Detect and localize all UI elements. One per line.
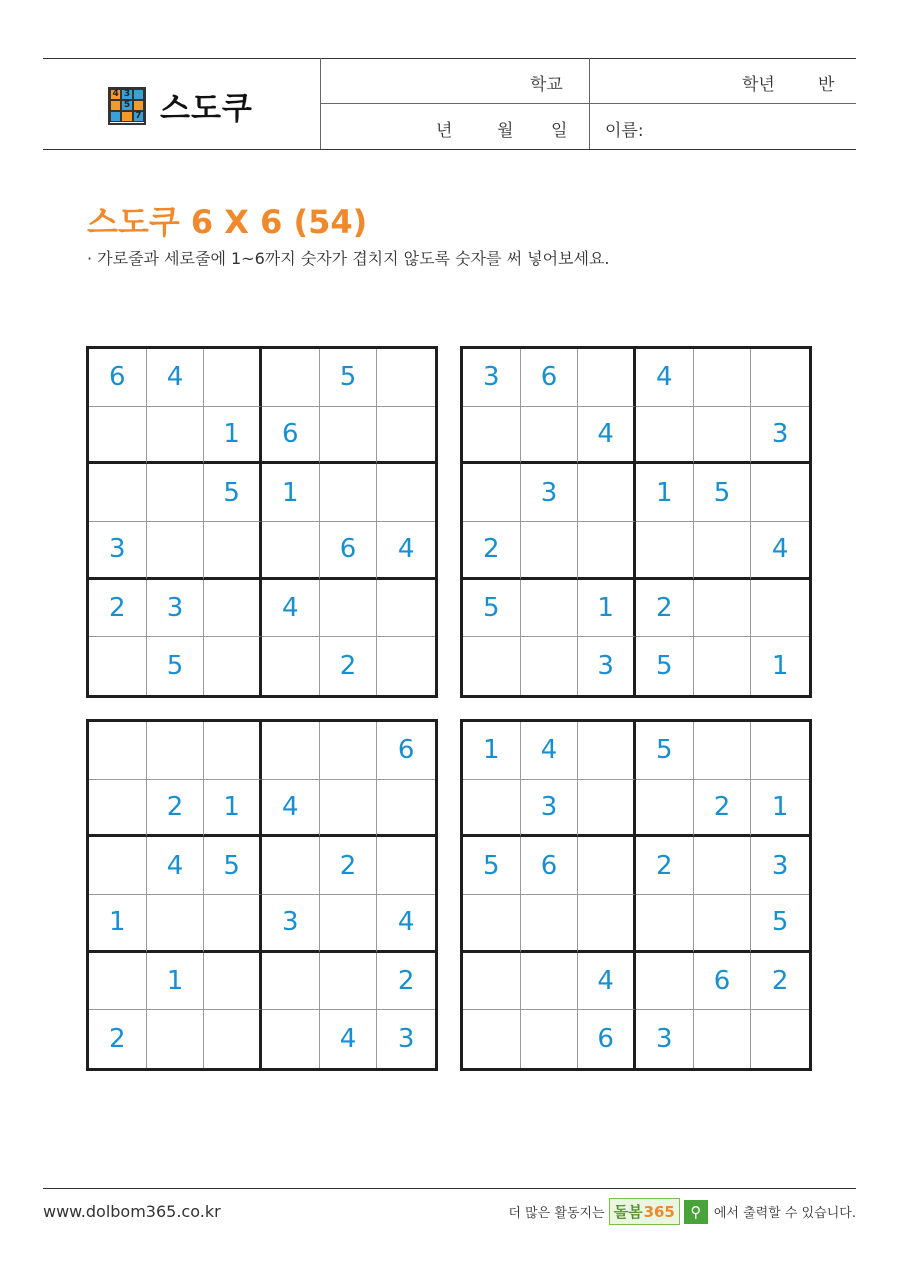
sudoku-cell: 1 — [751, 780, 809, 838]
sudoku-cell[interactable] — [578, 522, 636, 580]
class-label: 반 — [818, 75, 835, 95]
sudoku-cell[interactable] — [262, 837, 320, 895]
sudoku-cell[interactable] — [578, 895, 636, 953]
sudoku-cell[interactable] — [89, 780, 147, 838]
sudoku-cell: 1 — [147, 953, 205, 1011]
sudoku-cell[interactable] — [578, 837, 636, 895]
sudoku-cell: 6 — [578, 1010, 636, 1068]
sudoku-cell[interactable] — [377, 349, 435, 407]
sudoku-cell: 1 — [204, 407, 262, 465]
sudoku-cell: 3 — [463, 349, 521, 407]
sudoku-cell[interactable] — [147, 722, 205, 780]
sudoku-cell[interactable] — [521, 953, 579, 1011]
sudoku-cell: 3 — [751, 837, 809, 895]
sudoku-cell[interactable] — [377, 780, 435, 838]
sudoku-cell[interactable] — [694, 407, 752, 465]
name-label: 이름: — [605, 121, 644, 141]
sudoku-cell: 4 — [262, 580, 320, 638]
sudoku-cell: 5 — [751, 895, 809, 953]
sudoku-puzzle-4 — [460, 719, 812, 1071]
promo-text-before: 더 많은 활동지는 — [508, 1206, 605, 1221]
sudoku-cell[interactable] — [89, 837, 147, 895]
sudoku-cell[interactable] — [377, 580, 435, 638]
sudoku-cell: 2 — [751, 953, 809, 1011]
sudoku-cell: 3 — [521, 780, 579, 838]
website-link[interactable]: www.dolbom365.co.kr — [43, 1202, 221, 1221]
sudoku-cell: 4 — [521, 722, 579, 780]
sudoku-cell[interactable] — [694, 349, 752, 407]
sudoku-cell[interactable] — [147, 1010, 205, 1068]
sudoku-cell[interactable] — [521, 895, 579, 953]
sudoku-cell[interactable] — [694, 837, 752, 895]
sudoku-cell: 3 — [89, 522, 147, 580]
sudoku-cell[interactable] — [89, 953, 147, 1011]
sudoku-cell[interactable] — [636, 780, 694, 838]
sudoku-cell[interactable] — [204, 1010, 262, 1068]
sudoku-cell: 4 — [578, 407, 636, 465]
sudoku-cell: 2 — [377, 953, 435, 1011]
sudoku-cell[interactable] — [578, 722, 636, 780]
sudoku-cell[interactable] — [636, 522, 694, 580]
sudoku-cell: 2 — [636, 837, 694, 895]
logo — [108, 83, 253, 128]
sudoku-cell: 3 — [636, 1010, 694, 1068]
sudoku-cell[interactable] — [377, 837, 435, 895]
sudoku-cell[interactable] — [320, 780, 378, 838]
sudoku-cell[interactable] — [694, 722, 752, 780]
magnifier-icon[interactable]: ⚲ — [684, 1200, 708, 1224]
sudoku-cell[interactable] — [89, 637, 147, 695]
sudoku-cell[interactable] — [463, 780, 521, 838]
sudoku-cell[interactable] — [694, 895, 752, 953]
sudoku-cell[interactable] — [751, 722, 809, 780]
school-label: 학교 — [530, 75, 563, 95]
sudoku-cell: 4 — [377, 895, 435, 953]
sudoku-cell[interactable] — [463, 637, 521, 695]
sudoku-cell[interactable] — [262, 1010, 320, 1068]
sudoku-cell[interactable] — [751, 1010, 809, 1068]
sudoku-cell: 3 — [751, 407, 809, 465]
sudoku-puzzle-3 — [86, 719, 438, 1071]
sudoku-cell[interactable] — [463, 1010, 521, 1068]
sudoku-cell: 1 — [578, 580, 636, 638]
sudoku-cell[interactable] — [694, 580, 752, 638]
sudoku-cell[interactable] — [578, 349, 636, 407]
sudoku-cell: 6 — [262, 407, 320, 465]
sudoku-cell: 2 — [147, 780, 205, 838]
sudoku-cell[interactable] — [262, 637, 320, 695]
instructions: · 가로줄과 세로줄에 1~6까지 숫자가 겹치지 않도록 숫자를 써 넣어보세요. — [87, 249, 610, 268]
sudoku-cell: 4 — [147, 349, 205, 407]
sudoku-cell: 6 — [694, 953, 752, 1011]
sudoku-cell[interactable] — [751, 349, 809, 407]
sudoku-cell[interactable] — [320, 407, 378, 465]
sudoku-cell[interactable] — [89, 722, 147, 780]
sudoku-cell[interactable] — [320, 464, 378, 522]
sudoku-cell: 3 — [578, 637, 636, 695]
sudoku-cell: 4 — [147, 837, 205, 895]
sudoku-cell: 6 — [521, 837, 579, 895]
sudoku-cell[interactable] — [694, 637, 752, 695]
sudoku-cell: 2 — [694, 780, 752, 838]
sudoku-cell: 5 — [463, 837, 521, 895]
header-bottom-border — [43, 149, 856, 150]
sudoku-cell: 4 — [636, 349, 694, 407]
sudoku-cell[interactable] — [320, 953, 378, 1011]
sudoku-cell[interactable] — [204, 953, 262, 1011]
sudoku-cell[interactable] — [377, 407, 435, 465]
sudoku-cell: 3 — [147, 580, 205, 638]
sudoku-cell[interactable] — [320, 722, 378, 780]
sudoku-cell: 1 — [636, 464, 694, 522]
sudoku-puzzle-2 — [460, 346, 812, 698]
sudoku-cell[interactable] — [463, 464, 521, 522]
sudoku-cell: 2 — [636, 580, 694, 638]
sudoku-cell[interactable] — [636, 895, 694, 953]
sudoku-cell[interactable] — [636, 407, 694, 465]
sudoku-cell: 6 — [521, 349, 579, 407]
sudoku-cell: 2 — [320, 637, 378, 695]
header-divider — [320, 103, 856, 104]
promo-text-after: 에서 출력할 수 있습니다. — [713, 1206, 856, 1221]
logo-text: 스도쿠 — [160, 91, 253, 127]
sudoku-cell[interactable] — [320, 895, 378, 953]
sudoku-cell[interactable] — [262, 349, 320, 407]
sudoku-cell[interactable] — [521, 407, 579, 465]
sudoku-cell: 5 — [463, 580, 521, 638]
sudoku-cell: 5 — [204, 837, 262, 895]
sudoku-grid-icon: 4 3 5 7 — [108, 87, 146, 125]
sudoku-cell: 1 — [262, 464, 320, 522]
sudoku-cell[interactable] — [204, 580, 262, 638]
sudoku-cell: 4 — [320, 1010, 378, 1068]
sudoku-cell: 5 — [636, 722, 694, 780]
sudoku-cell[interactable] — [147, 464, 205, 522]
sudoku-cell: 3 — [262, 895, 320, 953]
sudoku-cell[interactable] — [262, 722, 320, 780]
sudoku-cell[interactable] — [204, 722, 262, 780]
brand-number: 365 — [643, 1202, 675, 1221]
sudoku-cell[interactable] — [578, 464, 636, 522]
footer-divider — [43, 1188, 856, 1189]
sudoku-cell[interactable] — [89, 464, 147, 522]
sudoku-cell: 4 — [751, 522, 809, 580]
sudoku-cell[interactable] — [262, 522, 320, 580]
sudoku-cell[interactable] — [521, 522, 579, 580]
sudoku-cell[interactable] — [751, 580, 809, 638]
sudoku-cell[interactable] — [204, 349, 262, 407]
sudoku-cell: 6 — [377, 722, 435, 780]
sudoku-cell: 6 — [89, 349, 147, 407]
brand-logo[interactable] — [609, 1198, 680, 1225]
sudoku-cell: 5 — [320, 349, 378, 407]
sudoku-cell: 4 — [262, 780, 320, 838]
sudoku-cell[interactable] — [204, 895, 262, 953]
sudoku-cell: 2 — [320, 837, 378, 895]
sudoku-cell[interactable] — [204, 637, 262, 695]
month-label: 월 — [497, 121, 514, 141]
sudoku-cell: 4 — [578, 953, 636, 1011]
sudoku-cell[interactable] — [578, 780, 636, 838]
sudoku-cell[interactable] — [147, 522, 205, 580]
sudoku-cell[interactable] — [377, 637, 435, 695]
sudoku-cell[interactable] — [262, 953, 320, 1011]
sudoku-cell: 2 — [89, 1010, 147, 1068]
grade-label: 학년 — [742, 75, 775, 95]
sudoku-cell: 3 — [521, 464, 579, 522]
sudoku-cell[interactable] — [694, 522, 752, 580]
sudoku-cell[interactable] — [463, 895, 521, 953]
sudoku-cell: 2 — [463, 522, 521, 580]
year-label: 년 — [436, 121, 453, 141]
day-label: 일 — [551, 121, 568, 141]
sudoku-cell[interactable] — [636, 953, 694, 1011]
sudoku-cell[interactable] — [89, 407, 147, 465]
sudoku-cell: 1 — [89, 895, 147, 953]
sudoku-cell[interactable] — [147, 407, 205, 465]
sudoku-cell: 1 — [204, 780, 262, 838]
sudoku-cell: 5 — [204, 464, 262, 522]
sudoku-cell: 5 — [694, 464, 752, 522]
sudoku-cell: 1 — [463, 722, 521, 780]
sudoku-cell[interactable] — [521, 1010, 579, 1068]
brand-name: 돌봄 — [613, 1203, 643, 1221]
footer-promo — [508, 1198, 856, 1225]
sudoku-cell: 5 — [636, 637, 694, 695]
sudoku-cell[interactable] — [521, 580, 579, 638]
sudoku-cell[interactable] — [147, 895, 205, 953]
sudoku-cell[interactable] — [377, 464, 435, 522]
sudoku-cell[interactable] — [751, 464, 809, 522]
sudoku-cell[interactable] — [320, 580, 378, 638]
sudoku-cell[interactable] — [521, 637, 579, 695]
header-top-border — [43, 58, 856, 59]
sudoku-cell[interactable] — [463, 407, 521, 465]
sudoku-cell[interactable] — [204, 522, 262, 580]
page-title: 스도쿠 6 X 6 (54) — [87, 203, 368, 241]
sudoku-cell[interactable] — [694, 1010, 752, 1068]
sudoku-puzzle-1 — [86, 346, 438, 698]
sudoku-cell[interactable] — [463, 953, 521, 1011]
sudoku-cell: 1 — [771, 651, 789, 682]
sudoku-cell: 2 — [89, 580, 147, 638]
sudoku-cell: 6 — [320, 522, 378, 580]
sudoku-cell: 4 — [377, 522, 435, 580]
sudoku-cell: 5 — [147, 637, 205, 695]
sudoku-cell: 3 — [397, 1024, 415, 1055]
